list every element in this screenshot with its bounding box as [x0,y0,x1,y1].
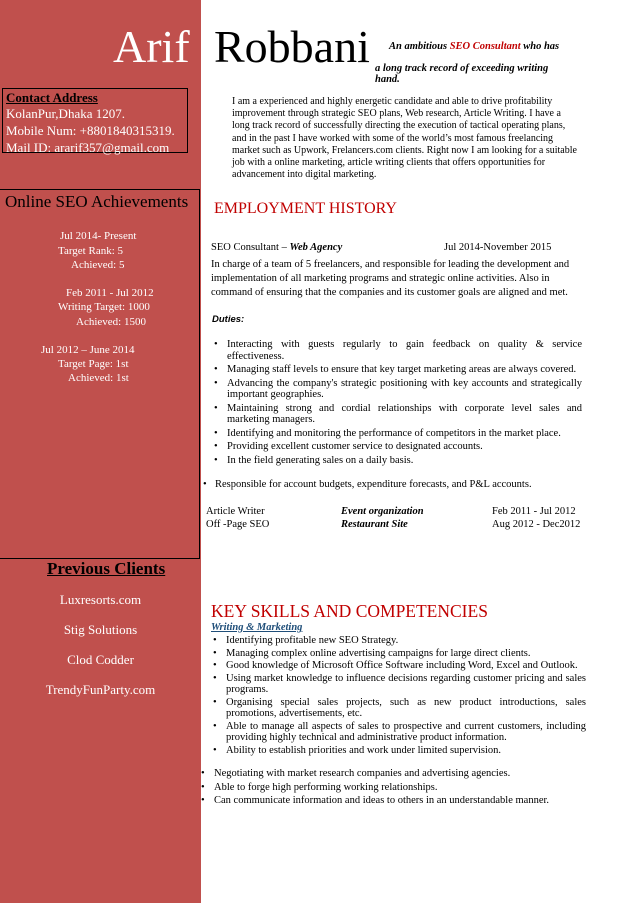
skill-item [213,660,586,672]
job-description: In charge of a team of 5 freelancers, and responsible for leading the development and implementation of all marketing programs and strategic online activities. Also in command of ensuring that the companies and its customer goals are aligned and met. [211,259,570,298]
last-name: Robbani [214,21,370,72]
bullet-icon: • [213,660,217,671]
duty-item [214,427,582,440]
contact-title: Contact Address [6,90,98,105]
bullet-icon: • [201,795,205,806]
contact-email: Mail ID: ararif357@gmail.com [6,140,170,155]
other-jobs-table [206,506,586,532]
other-job-role: Article Writer [206,506,265,517]
duty-item [214,454,582,467]
tagline-pre: An ambitious [389,41,450,52]
bullet-icon: • [214,441,218,452]
skill-item [213,696,586,720]
achievement-period: Feb 2011 - Jul 2012 [66,287,154,299]
contact-mobile: Mobile Num: +8801840315319. [6,123,175,138]
skill-text: Good knowledge of Microsoft Office Software including Word, Excel and Outlook. [226,660,578,671]
job-title [211,242,342,254]
skill-item [213,672,586,696]
other-job-row [206,506,586,519]
bullet-icon: • [214,454,218,466]
other-job-role: Off -Page SEO [206,519,270,530]
skill-text: Organising special sales projects, such as new product introductions, sales promotions, advertisements, etc. [226,696,586,719]
tagline-mid: who has [520,41,560,52]
job-role: SEO Consultant – [211,242,290,253]
skill-extra-item: Negotiating with market research companies and advertising agencies. [214,768,511,779]
achievement-achieved: Achieved: 1st [68,372,129,384]
first-name: Arif [113,21,190,72]
client-item: TrendyFunParty.com [45,682,156,697]
tagline-highlight: SEO Consultant [449,41,521,52]
other-job-org: Restaurant Site [341,519,408,530]
bullet-icon: • [214,402,218,414]
achievement-period: Jul 2014- Present [60,230,137,242]
contact-address: KolanPur,Dhaka 1207. [6,106,125,121]
contact-box [2,88,188,153]
tagline-line-3: hand. [375,74,400,85]
job-dates: Jul 2014-November 2015 [444,242,552,253]
achievement-target: Writing Target: 1000 [58,301,150,313]
skill-text: Able to manage all aspects of sales to prospective and current customers, including providing highly technical and administrative product information. [226,720,586,743]
skill-item [213,720,586,744]
duties-list [214,339,582,468]
bullet-icon: • [213,672,217,684]
tagline-line-1 [389,41,559,53]
bullet-icon: • [213,720,217,732]
achievement-period: Jul 2012 – June 2014 [41,344,135,356]
skill-extra-item: Can communicate information and ideas to others in an understandable manner. [214,795,550,806]
achievement-achieved: Achieved: 1500 [76,316,146,328]
skill-text: Ability to establish priorities and work under limited supervision. [226,744,502,756]
duty-text: Maintaining strong and cordial relationships with corporate level sales and marketing managers. [227,402,582,425]
achievement-achieved: Achieved: 5 [71,259,125,271]
clients-title: Previous Clients [47,559,166,578]
tagline-line-2: a long track record of exceeding writing [375,63,549,74]
other-job-row [206,519,586,532]
duty-item [214,377,582,401]
duty-item [214,402,582,426]
client-item: Clod Codder [67,652,134,667]
skill-item [213,635,586,647]
bullet-icon: • [201,768,205,779]
duty-item [214,339,582,362]
duty-text: Managing staff levels to ensure that key target marketing areas are always covered. [227,364,577,375]
skill-item [213,744,586,757]
bullet-icon: • [203,479,207,490]
achievements-title: Online SEO Achievements [5,192,189,211]
bullet-icon: • [201,782,205,793]
skill-text: Managing complex online advertising campaigns for large direct clients. [226,647,531,659]
skills-list [213,635,586,757]
duty-text: Advancing the company's strategic positioning with key accounts and strategically important geographies. [227,377,582,400]
bullet-icon: • [214,427,218,439]
duty-item [214,441,582,453]
employment-history-title: EMPLOYMENT HISTORY [214,200,397,217]
skill-item [213,647,586,660]
bullet-icon: • [213,635,217,646]
duty-item [214,364,582,376]
skill-text: Using market knowledge to influence decisions regarding customer pricing and sales programs. [226,672,586,695]
achievement-target: Target Rank: 5 [58,245,124,257]
other-job-org: Event organization [341,506,424,517]
achievements-box [0,189,200,559]
duties-label: Duties: [212,314,245,325]
skills-subtitle: Writing & Marketing [211,622,303,633]
other-job-dates: Aug 2012 - Dec2012 [492,519,581,530]
bullet-icon: • [214,364,218,375]
skills-title: KEY SKILLS AND COMPETENCIES [211,601,488,621]
job-agency: Web Agency [289,242,343,253]
bullet-icon: • [213,647,217,659]
bullet-icon: • [214,377,218,389]
duty-text: In the field generating sales on a daily basis. [227,454,414,466]
client-item: Stig Solutions [63,622,138,637]
achievement-target: Target Page: 1st [58,358,129,370]
other-job-dates: Feb 2011 - Jul 2012 [492,506,576,517]
client-item: Luxresorts.com [59,592,142,607]
professional-summary: I am a experienced and highly energetic candidate and able to drive profitability improvement through strategic SEO plans, Web research, Article Writing. I have a long track record of successfully directing the execution of tactical operating plans, and in the past I have worked with some of the world’s most famous freelancing market such as Upwork, Frelancers.com clients. Right now I am looking for a suitable job with a online marketing, article writing clients that offers opportunities for advancement into digital marketing. [232,96,577,181]
bullet-icon: • [213,696,217,708]
duty-text: Interacting with guests regularly to gain feedback on quality & service effectiveness. [227,339,582,362]
duty-text: Providing excellent customer service to designated accounts. [227,441,483,452]
duty-text: Identifying and monitoring the performance of competitors in the market place. [227,427,561,439]
skill-extra-item: Able to forge high performing working relationships. [214,782,438,793]
skill-text: Identifying profitable new SEO Strategy. [226,635,399,646]
bullet-icon: • [214,339,218,350]
bullet-icon: • [213,744,217,756]
extra-duty: Responsible for account budgets, expenditure forecasts, and P&L accounts. [215,479,532,490]
